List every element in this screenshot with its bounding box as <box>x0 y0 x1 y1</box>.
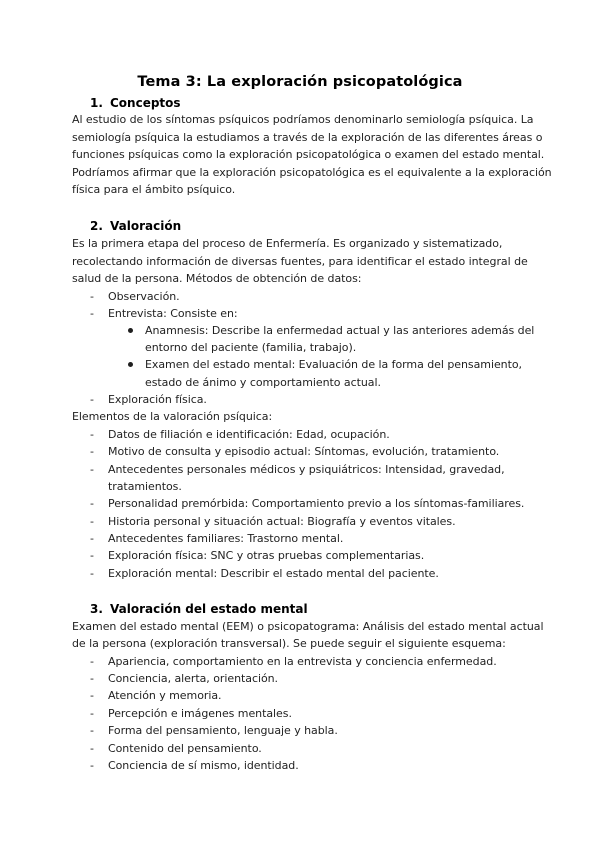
list-dash: - <box>90 567 94 580</box>
list-dash: - <box>90 689 94 702</box>
sub-list-item-continuation: estado de ánimo y comportamiento actual. <box>145 376 381 389</box>
section-heading-valoracion <box>90 219 181 233</box>
list-dash: - <box>90 724 94 737</box>
section-title: Valoración del estado mental <box>110 602 308 616</box>
list-item: Contenido del pensamiento. <box>108 742 262 755</box>
list-dash: - <box>90 290 94 303</box>
section-number: 2. <box>90 219 103 233</box>
paragraph-line: de la persona (exploración transversal). Se puede seguir el siguiente esquema: <box>72 637 506 650</box>
list-dash: - <box>90 307 94 320</box>
list-dash: - <box>90 655 94 668</box>
list-dash: - <box>90 532 94 545</box>
sub-list-item-continuation: entorno del paciente (familia, trabajo). <box>145 341 357 354</box>
list-item: Exploración mental: Describir el estado mental del paciente. <box>108 567 439 580</box>
paragraph-line: Al estudio de los síntomas psíquicos podríamos denominarlo semiología psíquica. La <box>72 113 534 126</box>
paragraph-line: funciones psíquicas como la exploración psicopatológica o examen del estado mental. <box>72 148 545 161</box>
list-dash: - <box>90 393 94 406</box>
sub-list-item: Anamnesis: Describe la enfermedad actual y las anteriores además del <box>145 324 535 337</box>
list-dash: - <box>90 497 94 510</box>
list-dash: - <box>90 707 94 720</box>
bullet-dot <box>128 362 133 367</box>
list-item: Forma del pensamiento, lenguaje y habla. <box>108 724 338 737</box>
paragraph-line: Podríamos afirmar que la exploración psicopatológica es el equivalente a la exploración <box>72 166 552 179</box>
list-dash: - <box>90 515 94 528</box>
paragraph-line: semiología psíquica la estudiamos a través de la exploración de las diferentes áreas o <box>72 131 543 144</box>
list-dash: - <box>90 445 94 458</box>
sub-list-item: Examen del estado mental: Evaluación de la forma del pensamiento, <box>145 358 522 371</box>
section-heading-valoracion-estado-mental <box>90 602 308 616</box>
section-number: 3. <box>90 602 103 616</box>
list-item: Atención y memoria. <box>108 689 222 702</box>
list-dash: - <box>90 549 94 562</box>
list-item: Conciencia, alerta, orientación. <box>108 672 279 685</box>
list-item: Exploración física: SNC y otras pruebas complementarias. <box>108 549 425 562</box>
bullet-dot <box>128 328 133 333</box>
list-item: Antecedentes familiares: Trastorno mental. <box>108 532 344 545</box>
list-item: Motivo de consulta y episodio actual: Síntomas, evolución, tratamiento. <box>108 445 500 458</box>
list-item: Apariencia, comportamiento en la entrevista y conciencia enfermedad. <box>108 655 497 668</box>
section-title: Conceptos <box>110 96 181 110</box>
list-item: Percepción e imágenes mentales. <box>108 707 292 720</box>
list-dash: - <box>90 428 94 441</box>
list-dash: - <box>90 672 94 685</box>
list-item-continuation: tratamientos. <box>108 480 182 493</box>
list-item: Entrevista: Consiste en: <box>108 307 238 320</box>
list-dash: - <box>90 463 94 476</box>
list-item: Observación. <box>108 290 180 303</box>
paragraph-line: recolectando información de diversas fuentes, para identificar el estado integral de <box>72 255 528 268</box>
paragraph-line: Examen del estado mental (EEM) o psicopatograma: Análisis del estado mental actual <box>72 620 544 633</box>
paragraph-line: Es la primera etapa del proceso de Enfermería. Es organizado y sistematizado, <box>72 237 503 250</box>
paragraph-line: salud de la persona. Métodos de obtención de datos: <box>72 272 362 285</box>
list-dash: - <box>90 759 94 772</box>
list-item: Conciencia de sí mismo, identidad. <box>108 759 299 772</box>
list-item: Exploración física. <box>108 393 207 406</box>
section-number: 1. <box>90 96 103 110</box>
list-item: Datos de filiación e identificación: Edad, ocupación. <box>108 428 390 441</box>
list-item: Personalidad premórbida: Comportamiento previo a los síntomas-familiares. <box>108 497 525 510</box>
section-heading-conceptos <box>90 96 181 110</box>
section-title: Valoración <box>110 219 182 233</box>
paragraph-line: física para el ámbito psíquico. <box>72 183 236 196</box>
page-title: Tema 3: La exploración psicopatológica <box>137 74 463 90</box>
elements-intro: Elementos de la valoración psíquica: <box>72 410 273 423</box>
list-item: Antecedentes personales médicos y psiquiátricos: Intensidad, gravedad, <box>108 463 505 476</box>
list-dash: - <box>90 742 94 755</box>
list-item: Historia personal y situación actual: Biografía y eventos vitales. <box>108 515 456 528</box>
